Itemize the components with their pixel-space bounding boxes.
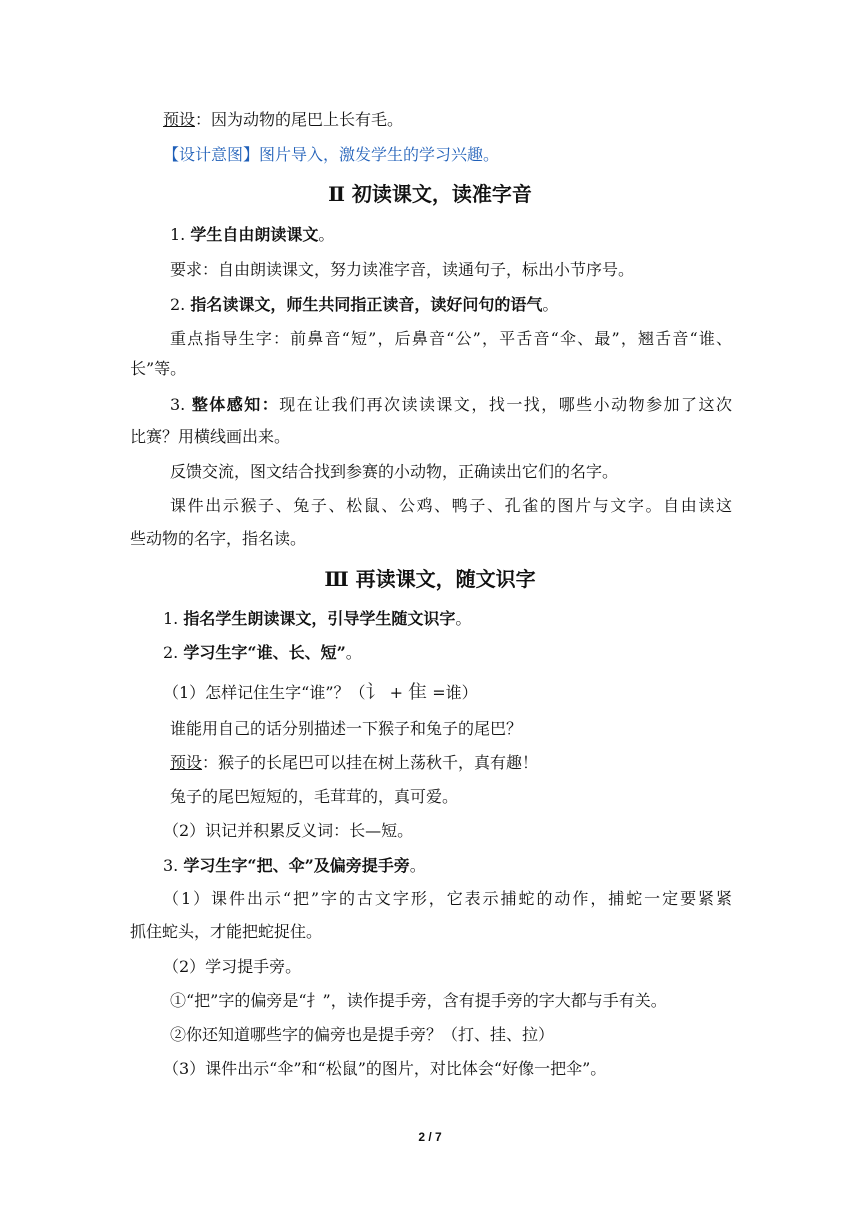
step-2 [170,294,558,316]
design-intent: 【设计意图】图片导入，激发学生的学习兴趣。 [163,145,500,164]
task-1-num: 1. [163,609,184,628]
task-1 [163,608,471,630]
item-r2: （2）学习提手旁。 [163,957,302,976]
task-2-title: 学习生字“谁、长、短” [183,643,346,662]
task-1-end: 。 [455,609,472,628]
radical-zhui-glyph: 隹 [408,681,428,703]
feedback-line: 反馈交流，图文结合找到参赛的小动物，正确读出它们的名字。 [170,462,619,481]
step-1-end: 。 [318,225,335,244]
question-1 [163,681,478,704]
preset-line-1 [163,109,403,131]
rabbit-tail-line: 兔子的尾巴短短的，毛茸茸的，真可爱。 [170,787,459,806]
item-r2-2 [170,1024,554,1046]
question-1-b: =谁） [432,683,478,702]
preset-label-2: 预设 [170,753,203,772]
step-2-text-b: 长”等。 [130,359,187,378]
page-number: 2 / 7 [418,1130,442,1144]
plus-sign: + [389,683,404,702]
item-r2-2-question: ②你还知道哪些字的偏旁也是提手旁？ [170,1025,443,1044]
item-r2-2-answer: （打、挂、拉） [442,1025,555,1044]
step-2-text-a: 重点指导生字：前鼻音“短”，后鼻音“公”，平舌音“伞、最”，翘舌音“谁、 [170,329,732,348]
preset-text: ：因为动物的尾巴上长有毛。 [195,110,404,129]
question-1-a: （1）怎样记住生字“谁”？（ [163,683,366,702]
step-2-end: 。 [542,295,559,314]
task-1-title: 指名学生朗读课文，引导学生随文识字 [183,609,456,628]
preset-line-2 [170,752,538,774]
step-1-requirement: 要求：自由朗读课文，努力读准字音，读通句子，标出小节序号。 [170,260,635,279]
step-3-title: 整体感知： [191,395,280,414]
courseware-line-b: 些动物的名字，指名读。 [130,529,307,548]
section-heading-iii: Ⅲ 再读课文，随文识字 [324,567,536,591]
task-2-end: 。 [345,643,362,662]
step-1-title: 学生自由朗读课文 [190,225,319,244]
step-1 [170,224,334,246]
step-1-num: 1. [170,225,191,244]
radical-yan-glyph: 讠 [365,681,385,703]
step-3-num: 3. [170,395,192,414]
item-r1-a: （1）课件出示“把”字的古文字形，它表示捕蛇的动作，捕蛇一定要紧紧 [163,889,732,908]
preset-label: 预设 [163,110,196,129]
section-heading-ii: Ⅱ 初读课文，读准字音 [328,182,532,206]
task-3-end: 。 [409,856,426,875]
step-3 [170,394,732,416]
preset-text-2: ：猴子的长尾巴可以挂在树上荡秋千，真有趣！ [202,753,539,772]
step-2-num: 2. [170,295,191,314]
step-3-text-b: 比赛？用横线画出来。 [130,427,291,446]
step-2-title: 指名读课文，师生共同指正读音，读好问句的语气 [190,295,543,314]
task-3 [163,855,426,877]
task-2-num: 2. [163,643,184,662]
question-1-desc: 谁能用自己的话分别描述一下猴子和兔子的尾巴？ [170,719,523,738]
task-3-title: 学习生字“把、伞”及偏旁提手旁 [183,856,410,875]
task-2 [163,642,362,664]
step-3-text-a: 现在让我们再次读读课文，找一找，哪些小动物参加了这次 [279,395,732,414]
item-r3: （3）课件出示“伞”和“松鼠”的图片，对比体会“好像一把伞”。 [163,1059,607,1078]
courseware-line-a: 课件出示猴子、兔子、松鼠、公鸡、鸭子、孔雀的图片与文字。自由读这 [170,496,732,515]
item-r1-b: 抓住蛇头，才能把蛇捉住。 [130,922,323,941]
question-2: （2）识记并积累反义词：长—短。 [163,821,414,840]
item-r2-1: ①“把”字的偏旁是“扌”，读作提手旁，含有提手旁的字大都与手有关。 [170,991,667,1010]
task-3-num: 3. [163,856,184,875]
